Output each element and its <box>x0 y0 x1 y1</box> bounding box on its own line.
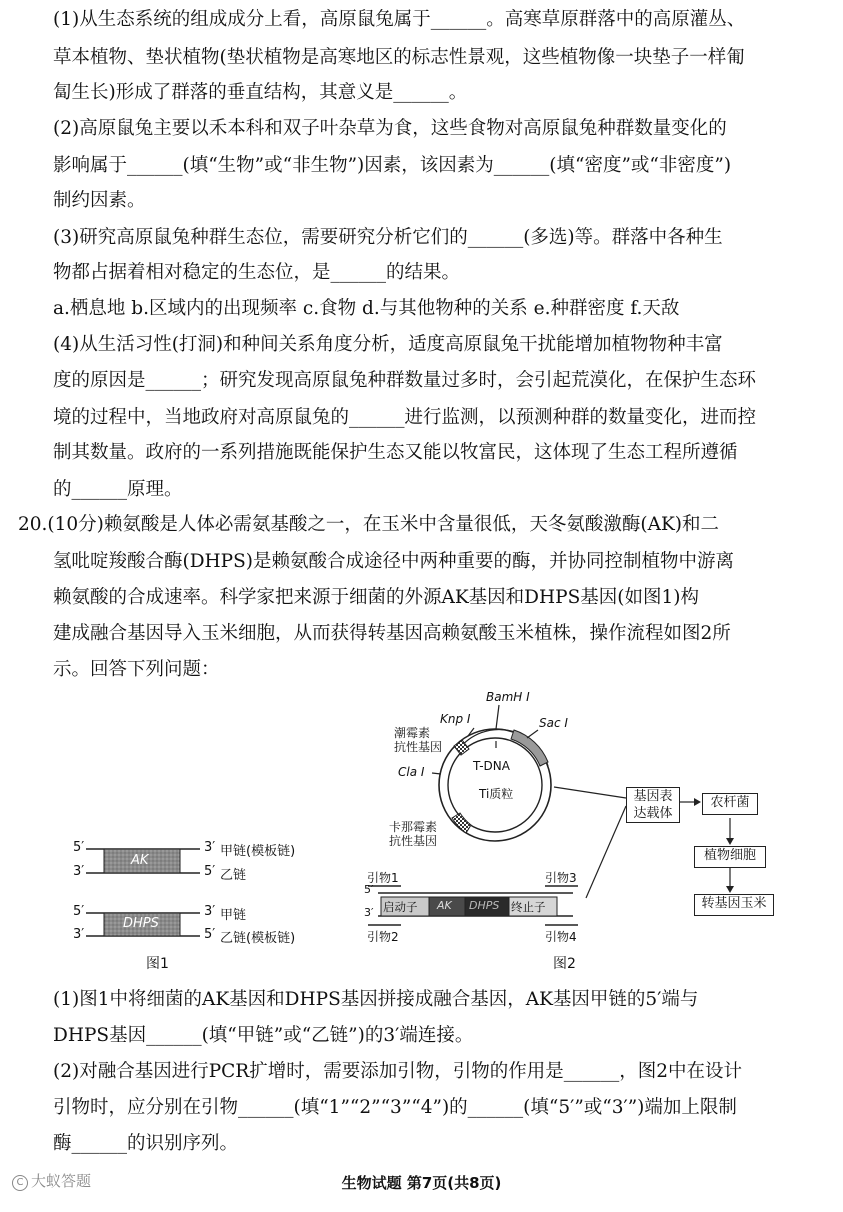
q20-stem-line-5: 示。回答下列问题： <box>53 659 220 680</box>
primer4-label: 引物4 <box>545 930 577 944</box>
q19-3-line-2: 物都占据着相对稳定的生态位，是______的结果。 <box>53 262 461 283</box>
q20-1-line-2: DHPS基因______(填“甲链”或“乙链”)的3′端连接。 <box>53 1025 474 1046</box>
q19-2-line-2: 影响属于______(填“生物”或“非生物”)因素，该因素为______(填“密度”或“非密度”) <box>53 155 732 176</box>
fig1-dhps-top-label: 甲链 <box>220 908 247 923</box>
construct-dhps-label: DHPS <box>469 899 500 912</box>
flow-arrow-2-head <box>726 838 734 845</box>
transgenic-maize-box <box>694 894 774 916</box>
promoter-label: 启动子 <box>383 900 418 914</box>
fig1-dhps-bottom-3: 3′ <box>73 927 85 942</box>
sac-site-tick <box>527 730 538 738</box>
q19-2-line-3: 制约因素。 <box>53 190 146 211</box>
plant-cell-box <box>694 846 766 868</box>
knp-label: Knp Ⅰ <box>440 712 471 726</box>
q20-2-line-3: 酶______的识别序列。 <box>53 1133 239 1154</box>
flow-arrow-3-head <box>726 886 734 893</box>
q20-stem-line-3: 赖氨酸的合成速率。科学家把来源于细菌的外源AK基因和DHPS基因(如图1)构 <box>53 587 699 608</box>
fig1-ak-gene-label: AK <box>131 853 149 868</box>
kanamycin-label-2: 抗性基因 <box>389 834 438 848</box>
fig1-ak-bottom-3: 3′ <box>73 864 85 879</box>
q19-4-line-5: 的______原理。 <box>53 479 183 500</box>
q19-4-line-1: (4)从生活习性(打洞)和种间关系角度分析，适度高原鼠兔干扰能增加植物物种丰富 <box>53 334 723 355</box>
q19-4-line-4: 制其数量。政府的一系列措施既能保护生态又能以牧富民，这体现了生态工程所遵循 <box>53 442 738 463</box>
page-footer: 生物试题 第7页(共8页) <box>341 1174 502 1192</box>
kanamycin-label-1: 卡那霉素 <box>389 820 438 834</box>
fig1-dhps-top-5: 5′ <box>73 904 85 919</box>
fig1-dhps-top-3: 3′ <box>204 904 216 919</box>
primer3-label: 引物3 <box>545 871 577 885</box>
agrobacterium-box <box>702 793 758 815</box>
ti-plasmid-label: Ti质粒 <box>479 787 514 801</box>
plant-cell-label: 植物细胞 <box>703 848 756 863</box>
watermark <box>12 1170 91 1191</box>
q20-stem-line-2: 氢吡啶羧酸合酶(DHPS)是赖氨酸合成途径中两种重要的酶，并协同控制植物中游离 <box>53 551 735 572</box>
tdna-label: T-DNA <box>473 759 510 773</box>
cla-label: Cla Ⅰ <box>398 765 425 779</box>
watermark-text: 大蚁答题 <box>31 1172 92 1190</box>
expression-vector-label: 基因表达载体 <box>633 789 673 821</box>
q19-3-options: a.栖息地 b.区域内的出现频率 c.食物 d.与其他物种的关系 e.种群密度 f.天敌 <box>53 298 680 319</box>
primer2-label: 引物2 <box>367 930 399 944</box>
flow-arrow-1-head <box>694 798 701 806</box>
agrobacterium-label: 农杆菌 <box>710 795 750 810</box>
bamh-label: BamH Ⅰ <box>486 690 530 704</box>
q20-2-line-2: 引物时，应分别在引物______(填“1”“2”“3”“4”)的______(填“5′”或“3′”)端加上限制 <box>53 1097 737 1118</box>
hygromycin-label-1: 潮霉素 <box>394 726 431 740</box>
q20-2-line-1: (2)对融合基因进行PCR扩增时，需要添加引物，引物的作用是______，图2中在设计 <box>53 1061 743 1082</box>
transgenic-maize-label: 转基因玉米 <box>701 896 767 911</box>
watermark-logo-icon: C <box>12 1175 28 1191</box>
fig1-ak-bottom-5: 5′ <box>204 864 216 879</box>
fig1-ak-top-5: 5′ <box>73 840 85 855</box>
construct-arrow <box>586 806 626 898</box>
sac-label: Sac Ⅰ <box>539 716 568 730</box>
hygromycin-gene-block <box>454 740 469 755</box>
expression-vector-box <box>626 787 680 823</box>
hygromycin-label-2: 抗性基因 <box>394 740 443 754</box>
bamh-site-tick <box>496 705 499 729</box>
figure-1-caption: 图1 <box>146 956 169 972</box>
fig1-dhps-bottom-label: 乙链(模板链) <box>220 931 296 946</box>
fig1-ak-top-label: 甲链(模板链) <box>220 844 296 859</box>
terminator-label: 终止子 <box>511 900 546 914</box>
q19-4-line-3: 境的过程中，当地政府对高原鼠兔的______进行监测，以预测种群的数量变化，进而控 <box>53 407 757 428</box>
sac-region-block <box>511 730 548 766</box>
q19-4-line-2: 度的原因是______；研究发现高原鼠兔种群数量过多时，会引起荒漠化，在保护生态环 <box>53 370 757 391</box>
q20-stem-line-4: 建成融合基因导入玉米细胞，从而获得转基因高赖氨酸玉米植株，操作流程如图2所 <box>53 623 731 644</box>
fig1-ak-top-3: 3′ <box>204 840 216 855</box>
fig1-ak-bottom-label: 乙链 <box>220 868 247 883</box>
q20-stem-line-1: 20.(10分)赖氨酸是人体必需氨基酸之一，在玉米中含量很低，天冬氨酸激酶(AK)和二 <box>18 514 720 535</box>
plasmid-arrow <box>554 787 626 798</box>
q19-3-line-1: (3)研究高原鼠兔种群生态位，需要研究分析它们的______(多选)等。群落中各种生 <box>53 227 723 248</box>
q19-1-line-3: 匐生长)形成了群落的垂直结构，其意义是______。 <box>53 82 468 103</box>
construct-ak-label: AK <box>437 899 452 912</box>
q19-1-line-2: 草本植物、垫状植物(垫状植物是高寒地区的标志性景观，这些植物像一块垫子一样匍 <box>53 47 745 68</box>
primer1-label: 引物1 <box>367 871 399 885</box>
q19-2-line-1: (2)高原鼠兔主要以禾本科和双子叶杂草为食，这些食物对高原鼠兔种群数量变化的 <box>53 118 727 139</box>
q20-1-line-1: (1)图1中将细菌的AK基因和DHPS基因拼接成融合基因，AK基因甲链的5′端与 <box>53 989 699 1010</box>
figure-2-caption: 图2 <box>553 956 576 972</box>
construct-top-5: 5′ <box>364 883 374 896</box>
fig1-dhps-bottom-5: 5′ <box>204 927 216 942</box>
q19-1-line-1: (1)从生态系统的组成成分上看，高原鼠兔属于______。高寒草原群落中的高原灌丛、 <box>53 9 746 30</box>
fig1-dhps-gene-label: DHPS <box>123 916 159 931</box>
construct-bottom-3: 3′ <box>364 906 374 919</box>
